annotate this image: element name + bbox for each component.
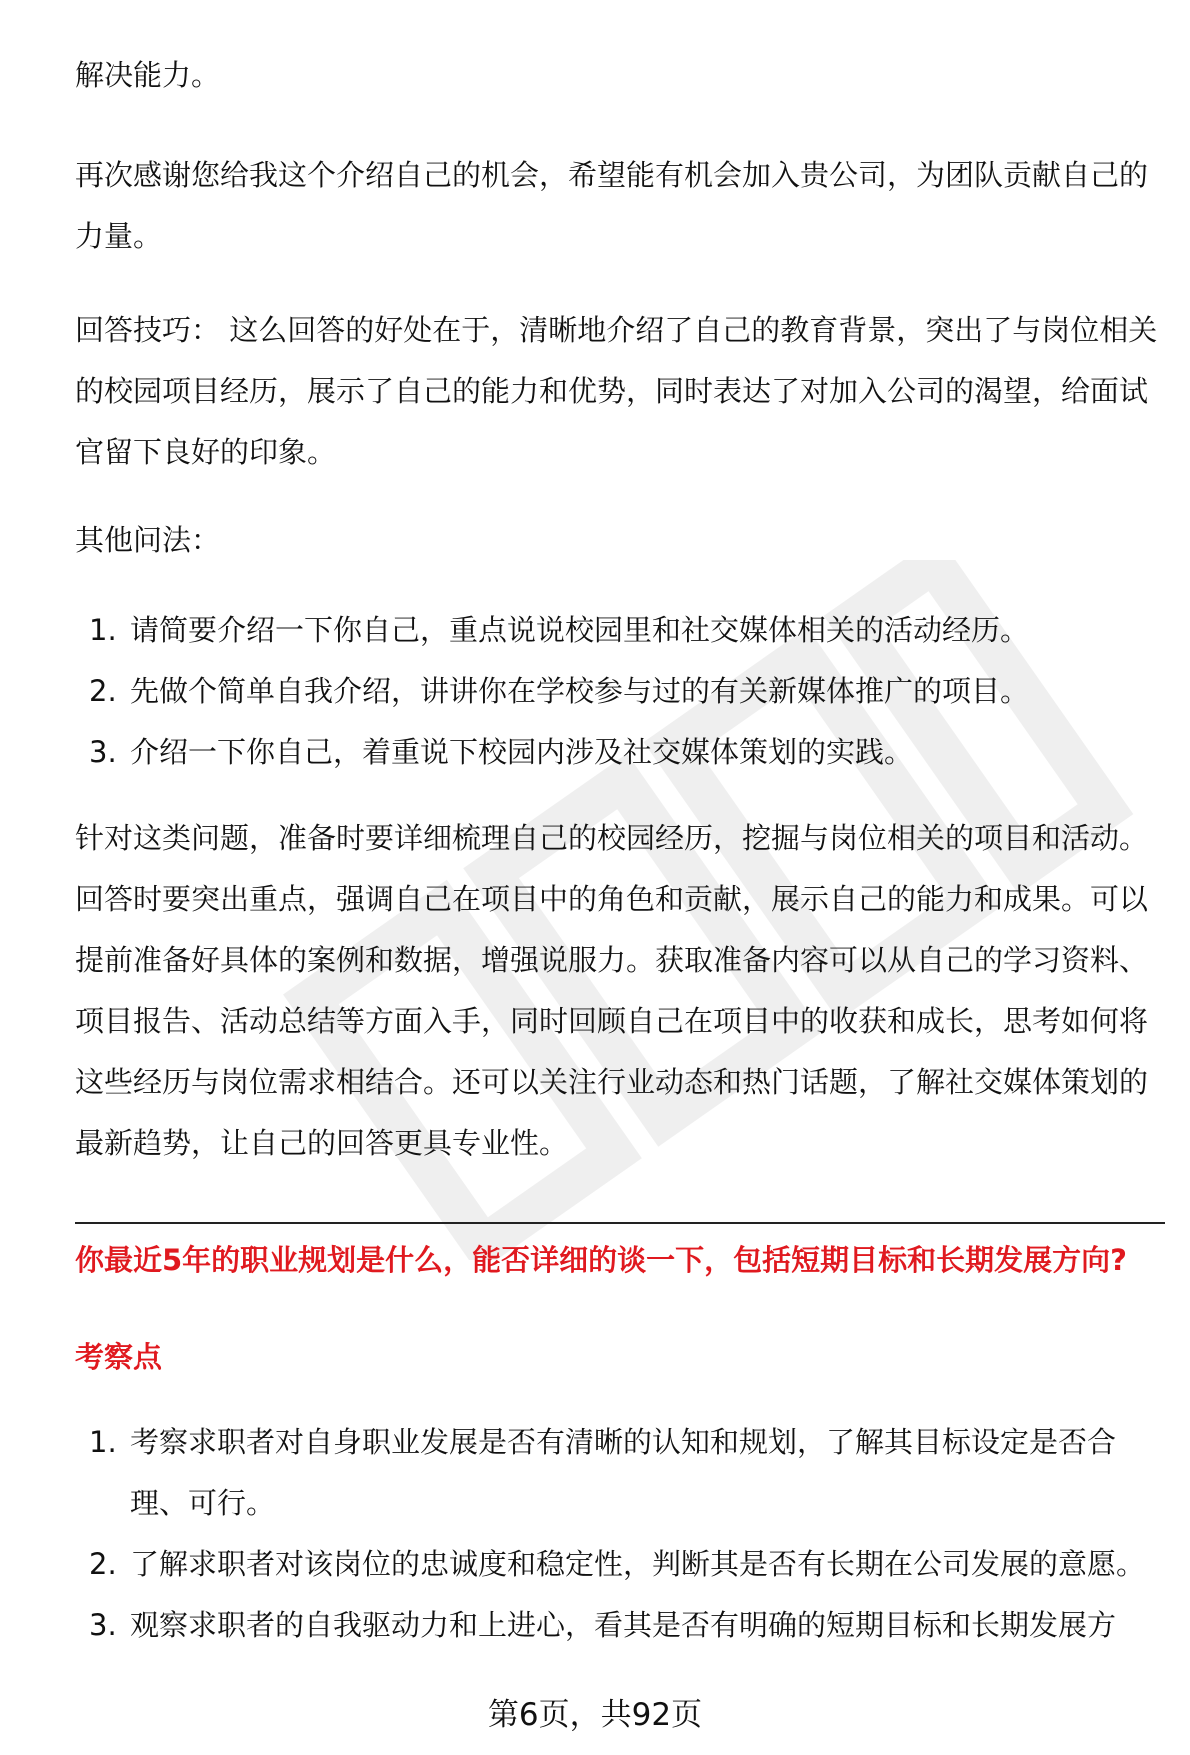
section-title: 考察点 bbox=[75, 1340, 163, 1374]
paragraph-1: 解决能力。 bbox=[75, 58, 221, 92]
paragraph-preparation-advice: 针对这类问题，准备时要详细梳理自己的校园经历，挖掘与岗位相关的项目和活动。回答时要突出重点，强调自己在项目中的角色和贡献，展示自己的能力和成果。可以提前准备好具体的案例和数据，增强说服力。获取准备内容可以从自己的学习资料、项目报告、活动总结等方面入手，同时回顾自己在项目中的收获和成长，思考如何将这些经历与岗位需求相结合。还可以关注行业动态和热门话题，了解社交媒体策划的最新趋势，让自己的回答更具专业性。 bbox=[75, 821, 1149, 1160]
question-heading: 你最近5年的职业规划是什么，能否详细的谈一下，包括短期目标和长期发展方向? bbox=[75, 1243, 1128, 1277]
list-item: 3. 观察求职者的自我驱动力和上进心，看其是否有明确的短期目标和长期发展方 bbox=[89, 1608, 1117, 1642]
list-item: 2. 先做个简单自我介绍，讲讲你在学校参与过的有关新媒体推广的项目。 bbox=[89, 674, 1030, 708]
list-item: 1. 考察求职者对自身职业发展是否有清晰的认知和规划，了解其目标设定是否合理、可行。 bbox=[89, 1425, 1117, 1520]
page-footer: 第6页，共92页 bbox=[487, 1697, 703, 1733]
exam-points-list bbox=[75, 1412, 1165, 1656]
section-divider bbox=[75, 1222, 1165, 1224]
list-item: 2. 了解求职者对该岗位的忠诚度和稳定性，判断其是否有长期在公司发展的意愿。 bbox=[89, 1547, 1146, 1581]
list-item: 3. 介绍一下你自己，着重说下校园内涉及社交媒体策划的实践。 bbox=[89, 735, 914, 769]
other-questions-heading: 其他问法： bbox=[75, 523, 221, 557]
paragraph-answer-tip: 回答技巧： 这么回答的好处在于，清晰地介绍了自己的教育背景，突出了与岗位相关的校园项目经历，展示了自己的能力和优势，同时表达了对加入公司的渴望，给面试官留下良好的印象。 bbox=[75, 313, 1158, 469]
paragraph-2: 再次感谢您给我这个介绍自己的机会，希望能有机会加入贵公司，为团队贡献自己的力量。 bbox=[75, 158, 1149, 253]
other-questions-list bbox=[75, 600, 1165, 783]
list-item: 1. 请简要介绍一下你自己，重点说说校园里和社交媒体相关的活动经历。 bbox=[89, 613, 1030, 647]
